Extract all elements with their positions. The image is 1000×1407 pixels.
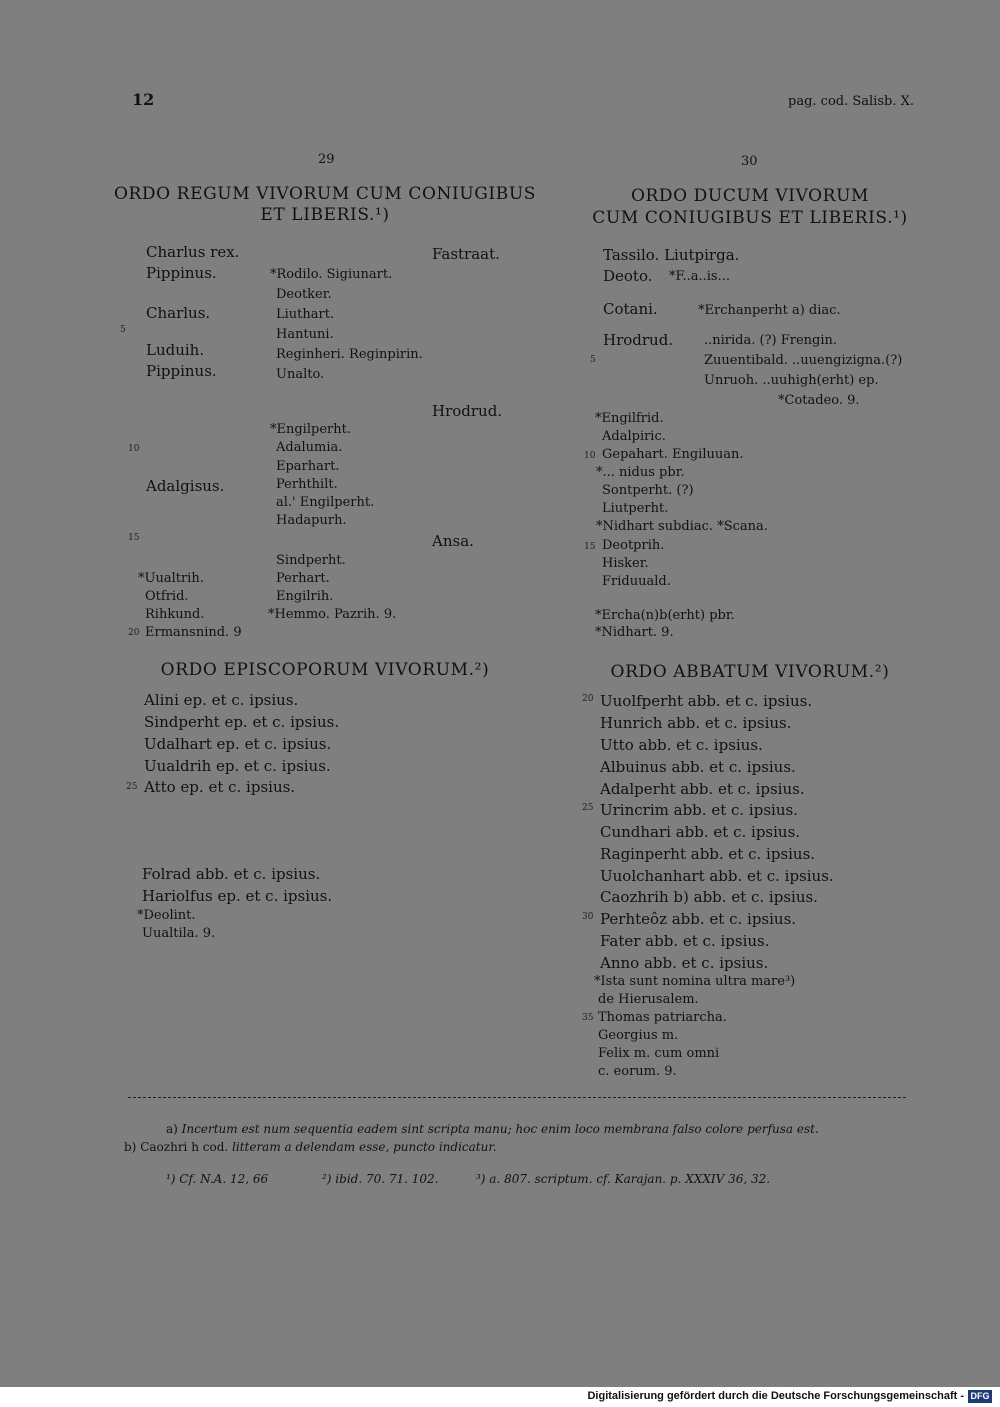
right-title-line1: ORDO DUCUM VIVORUM <box>630 186 870 206</box>
line-number: 10 <box>584 451 596 461</box>
child-line: Engilrih. <box>276 589 334 604</box>
king-3: Charlus. <box>146 304 211 322</box>
line-number: 25 <box>582 803 594 813</box>
child-line: *Hemmo. Pazrih. 9. <box>268 607 397 622</box>
line-number: 20 <box>582 694 594 704</box>
duke-extra: Unruoh. ..uuhigh(erht) ep. <box>704 373 879 388</box>
abbot-line: Caozhrih b) abb. et c. ipsius. <box>600 888 818 906</box>
duke-line: Deoto. <box>603 267 653 285</box>
child-line: Sindperht. <box>276 553 346 568</box>
abbot-small: Georgius m. <box>598 1028 679 1043</box>
line-number: 15 <box>128 533 140 543</box>
footnote-b: b) Caozhri h cod. litteram a delendam esse, puncto indicatur. <box>124 1140 497 1154</box>
abbot-small: de Hierusalem. <box>598 992 699 1007</box>
running-title: pag. cod. Salisb. X. <box>788 94 914 109</box>
king-5: Pippinus. <box>146 362 217 380</box>
abbots-title: ORDO ABBATUM VIVORUM.²) <box>610 662 890 682</box>
abbot-line: Uuolfperht abb. et c. ipsius. <box>600 692 813 710</box>
line-number: 20 <box>128 628 140 638</box>
abbot-line: Anno abb. et c. ipsius. <box>600 954 769 972</box>
bishop-line: Uualdrih ep. et c. ipsius. <box>144 757 331 775</box>
abbot-small: *Ista sunt nomina ultra mare³) <box>594 974 796 989</box>
list-line: Adalpiric. <box>602 429 666 444</box>
section-number-right: 30 <box>741 154 758 169</box>
section-number-left: 29 <box>318 152 335 167</box>
name-line: *Uualtrih. <box>138 571 204 586</box>
abbot-line: Uuolchanhart abb. et c. ipsius. <box>600 867 834 885</box>
footnote-ref-1: ¹) Cf. N.A. 12, 66 <box>166 1172 269 1186</box>
abbot-line: Perhteôz abb. et c. ipsius. <box>600 910 797 928</box>
list-line: *Ercha(n)b(erht) pbr. <box>595 608 735 623</box>
name-line: Ermansnind. 9 <box>145 625 242 640</box>
line-number: 5 <box>120 325 126 335</box>
name-line: Rihkund. <box>145 607 205 622</box>
abbot-small: Thomas patriarcha. <box>598 1010 727 1025</box>
queen-hrodrud: Hrodrud. <box>432 402 503 420</box>
child-line: Hantuni. <box>276 327 334 342</box>
abbot-line: Raginperht abb. et c. ipsius. <box>600 845 816 863</box>
abbot-line: Hunrich abb. et c. ipsius. <box>600 714 792 732</box>
abbot-line: Fater abb. et c. ipsius. <box>600 932 770 950</box>
queen-ansa: Ansa. <box>432 532 474 550</box>
bishop-line: Atto ep. et c. ipsius. <box>144 778 296 796</box>
child-line: Liuthart. <box>276 307 335 322</box>
abbot-small: Felix m. cum omni <box>598 1046 720 1061</box>
duke-line: Hrodrud. <box>603 331 674 349</box>
child-line: al.' Engilperht. <box>276 495 375 510</box>
king-2: Pippinus. <box>146 264 217 282</box>
adalgisus: Adalgisus. <box>146 477 225 495</box>
bishops-title: ORDO EPISCOPORUM VIVORUM.²) <box>160 660 490 680</box>
footnote-a: a) Incertum est num sequentia eadem sint scripta manu; hoc enim loco membrana falso colore perfusa est. <box>166 1122 819 1136</box>
line-number: 35 <box>582 1013 594 1023</box>
abbot-line: Albuinus abb. et c. ipsius. <box>600 758 796 776</box>
child-line: Perhthilt. <box>276 477 338 492</box>
duke-line: Cotani. <box>603 300 658 318</box>
line-number: 15 <box>584 542 596 552</box>
king-4: Luduih. <box>146 341 205 359</box>
duke-extra: *Erchanperht a) diac. <box>698 303 841 318</box>
child-line: Reginheri. Reginpirin. <box>276 347 423 362</box>
list-line: Sontperht. (?) <box>602 483 694 498</box>
abbot-small: c. eorum. 9. <box>598 1064 677 1079</box>
king-1: Charlus rex. <box>146 243 240 261</box>
bishop-line: Folrad abb. et c. ipsius. <box>142 865 321 883</box>
duke-extra: ..nirida. (?) Frengin. <box>704 333 838 348</box>
list-line: Gepahart. Engiluuan. <box>602 447 744 462</box>
page-number: 12 <box>132 90 155 109</box>
abbot-line: Cundhari abb. et c. ipsius. <box>600 823 801 841</box>
bishop-line: Udalhart ep. et c. ipsius. <box>144 735 332 753</box>
footnote-ref-2: ²) ibid. 70. 71. 102. <box>322 1172 439 1186</box>
child-line: Deotker. <box>276 287 332 302</box>
footnote-ref-3: ³) a. 807. scriptum. cf. Karajan. p. XXXIV 36, 32. <box>476 1172 771 1186</box>
left-title-line1: ORDO REGUM VIVORUM CUM CONIUGIBUS <box>113 184 537 204</box>
duke-extra: Zuuentibald. ..uuengizigna.(?) <box>704 353 903 368</box>
list-line: Deotprih. <box>602 538 665 553</box>
list-line: *Engilfrid. <box>595 411 664 426</box>
duke-extra: *F..a..is... <box>669 269 731 284</box>
credit-text: Digitalisierung gefördert durch die Deutsche Forschungsgemeinschaft - <box>587 1390 964 1402</box>
list-line: Hisker. <box>602 556 649 571</box>
list-line: Friduuald. <box>602 574 671 589</box>
name-line: Otfrid. <box>145 589 189 604</box>
name-line: *Deolint. <box>137 908 196 923</box>
abbot-line: Utto abb. et c. ipsius. <box>600 736 763 754</box>
list-line: Liutperht. <box>602 501 669 516</box>
duke-line: Tassilo. Liutpirga. <box>603 246 740 264</box>
child-line: *Rodilo. Sigiunart. <box>270 267 393 282</box>
credit-bar <box>0 1387 1000 1407</box>
right-title-line2: CUM CONIUGIBUS ET LIBERIS.¹) <box>592 208 908 228</box>
child-line: Eparhart. <box>276 459 340 474</box>
child-line: Adalumia. <box>276 440 343 455</box>
queen-fastraat: Fastraat. <box>432 245 500 263</box>
child-line: Perhart. <box>276 571 330 586</box>
bishop-line: Hariolfus ep. et c. ipsius. <box>142 887 333 905</box>
line-number: 5 <box>590 355 596 365</box>
abbot-line: Urincrim abb. et c. ipsius. <box>600 801 798 819</box>
list-line: *... nidus pbr. <box>596 465 685 480</box>
bishop-line: Alini ep. et c. ipsius. <box>144 691 299 709</box>
child-line: Unalto. <box>276 367 325 382</box>
list-line: *Nidhart subdiac. *Scana. <box>596 519 768 534</box>
name-line: Uualtila. 9. <box>142 926 216 941</box>
line-number: 25 <box>126 782 138 792</box>
bishop-line: Sindperht ep. et c. ipsius. <box>144 713 340 731</box>
dfg-logo-icon: DFG <box>968 1390 992 1403</box>
list-line: *Nidhart. 9. <box>595 625 674 640</box>
left-title-line2: ET LIBERIS.¹) <box>260 205 390 225</box>
line-number: 10 <box>128 444 140 454</box>
duke-extra: *Cotadeo. 9. <box>778 393 860 408</box>
line-number: 30 <box>582 912 594 922</box>
child-line: Hadapurh. <box>276 513 347 528</box>
footnote-separator <box>128 1097 906 1099</box>
abbot-line: Adalperht abb. et c. ipsius. <box>600 780 805 798</box>
child-line: *Engilperht. <box>270 422 351 437</box>
